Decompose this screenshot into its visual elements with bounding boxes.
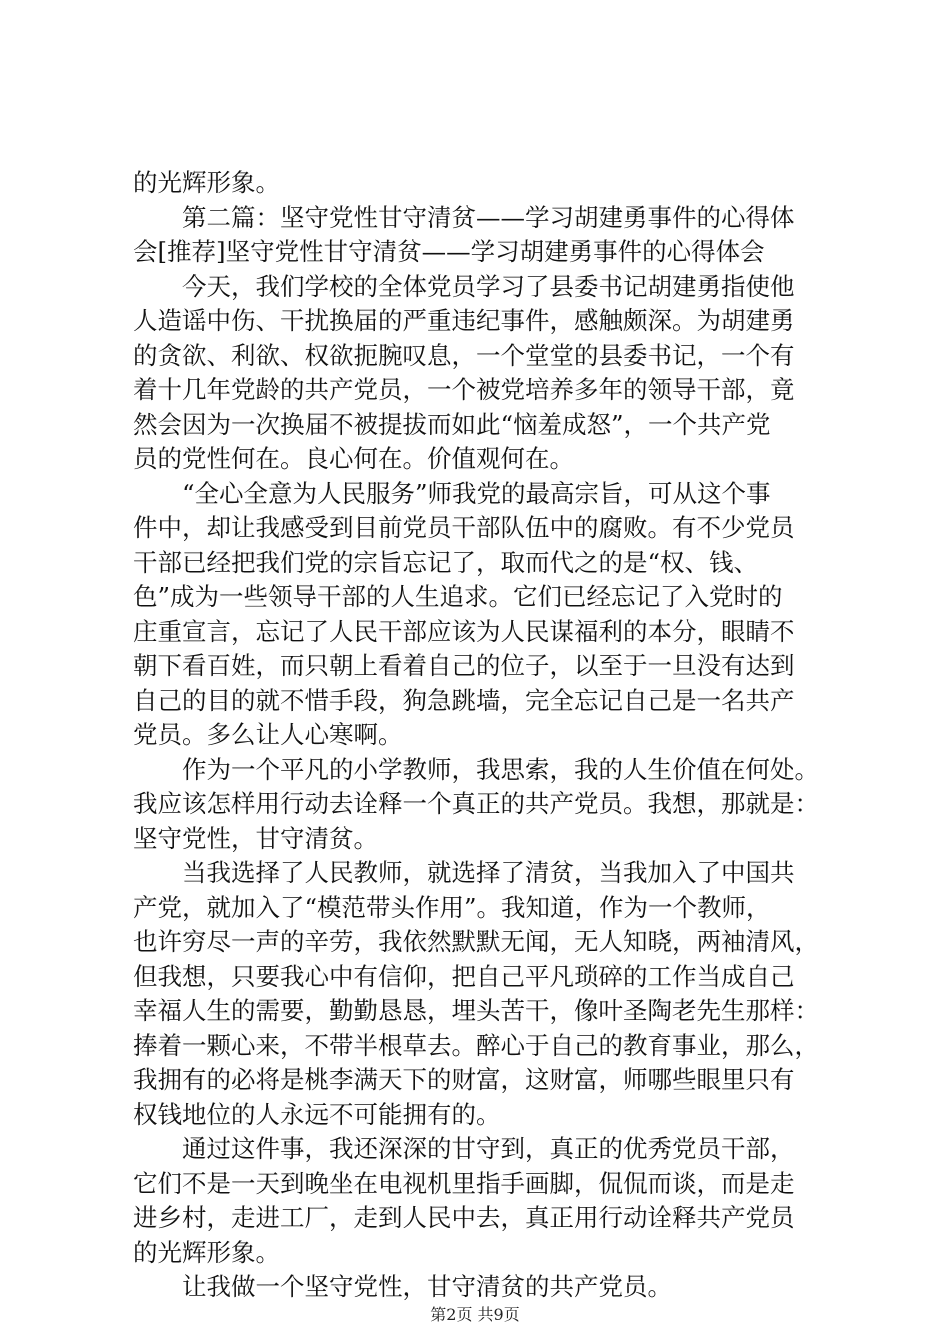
text-line: 当我选择了人民教师，就选择了清贫，当我加入了中国共 [182, 858, 795, 887]
text-line: 朝下看百姓，而只朝上看着自己的位子，以至于一旦没有达到 [133, 651, 795, 680]
text-line: 色”成为一些领导干部的人生追求。它们已经忘记了入党时的 [133, 582, 783, 611]
text-line: 产党，就加入了“模范带头作用”。我知道，作为一个教师， [133, 892, 771, 922]
text-line: 的贪欲、利欲、权欲扼腕叹息，一个堂堂的县委书记，一个有 [133, 340, 795, 370]
text-line: 员的党性何在。良心何在。价值观何在。 [133, 444, 574, 473]
text-line: 作为一个平凡的小学教师，我思索，我的人生价值在何处。 [182, 754, 819, 784]
text-line: 捧着一颗心来，不带半根草去。醉心于自己的教育事业，那么， [133, 1030, 819, 1060]
text-line: 我拥有的必将是桃李满天下的财富，这财富，师哪些眼里只有 [133, 1065, 795, 1094]
text-line: 干部已经把我们党的宗旨忘记了，取而代之的是“权、钱、 [133, 547, 759, 577]
text-line: 着十几年党龄的共产党员，一个被党培养多年的领导干部，竟 [133, 375, 795, 404]
text-line: 然会因为一次换届不被提拔而如此“恼羞成怒”，一个共产党 [133, 409, 771, 439]
text-line: 但我想，只要我心中有信仰，把自己平凡琐碎的工作当成自己 [133, 961, 795, 991]
text-line: 自己的目的就不惜手段，狗急跳墙，完全忘记自己是一名共产 [133, 685, 795, 715]
text-line: 庄重宣言，忘记了人民干部应该为人民谋福利的本分，眼睛不 [133, 616, 795, 646]
text-line: 件中，却让我感受到目前党员干部队伍中的腐败。有不少党员 [133, 513, 795, 542]
text-line: 坚守党性，甘守清贫。 [133, 823, 378, 853]
text-line: 会[推荐]坚守党性甘守清贫——学习胡建勇事件的心得体会 [133, 237, 765, 266]
text-line: 通过这件事，我还深深的甘守到，真正的优秀党员干部， [182, 1134, 795, 1163]
text-line: 我应该怎样用行动去诠释一个真正的共产党员。我想，那就是： [133, 789, 819, 818]
text-line: 让我做一个坚守党性，甘守清贫的共产党员。 [182, 1272, 672, 1301]
text-line: 的光辉形象。 [133, 1237, 280, 1267]
text-line: “全心全意为人民服务”师我党的最高宗旨，可从这个事 [182, 478, 771, 508]
text-line: 党员。多么让人心寒啊。 [133, 720, 403, 749]
page-footer: 第2页 共9页 [430, 1305, 520, 1324]
text-line: 人造谣中伤、干扰换届的严重违纪事件，感触颇深。为胡建勇 [133, 306, 795, 335]
text-line: 进乡村，走进工厂，走到人民中去，真正用行动诠释共产党员 [133, 1203, 795, 1232]
text-line: 今天，我们学校的全体党员学习了县委书记胡建勇指使他 [182, 271, 795, 301]
text-line: 权钱地位的人永远不可能拥有的。 [133, 1099, 501, 1129]
text-line: 幸福人生的需要，勤勤恳恳，埋头苦干，像叶圣陶老先生那样： [133, 996, 819, 1025]
text-line: 的光辉形象。 [133, 168, 280, 197]
text-line: 也许穷尽一声的辛劳，我依然默默无闻，无人知晓，两袖清风， [133, 927, 819, 956]
document-body [133, 166, 833, 1305]
text-line: 它们不是一天到晚坐在电视机里指手画脚，侃侃而谈，而是走 [133, 1168, 795, 1198]
text-line: 第二篇：坚守党性甘守清贫——学习胡建勇事件的心得体 [182, 202, 795, 232]
